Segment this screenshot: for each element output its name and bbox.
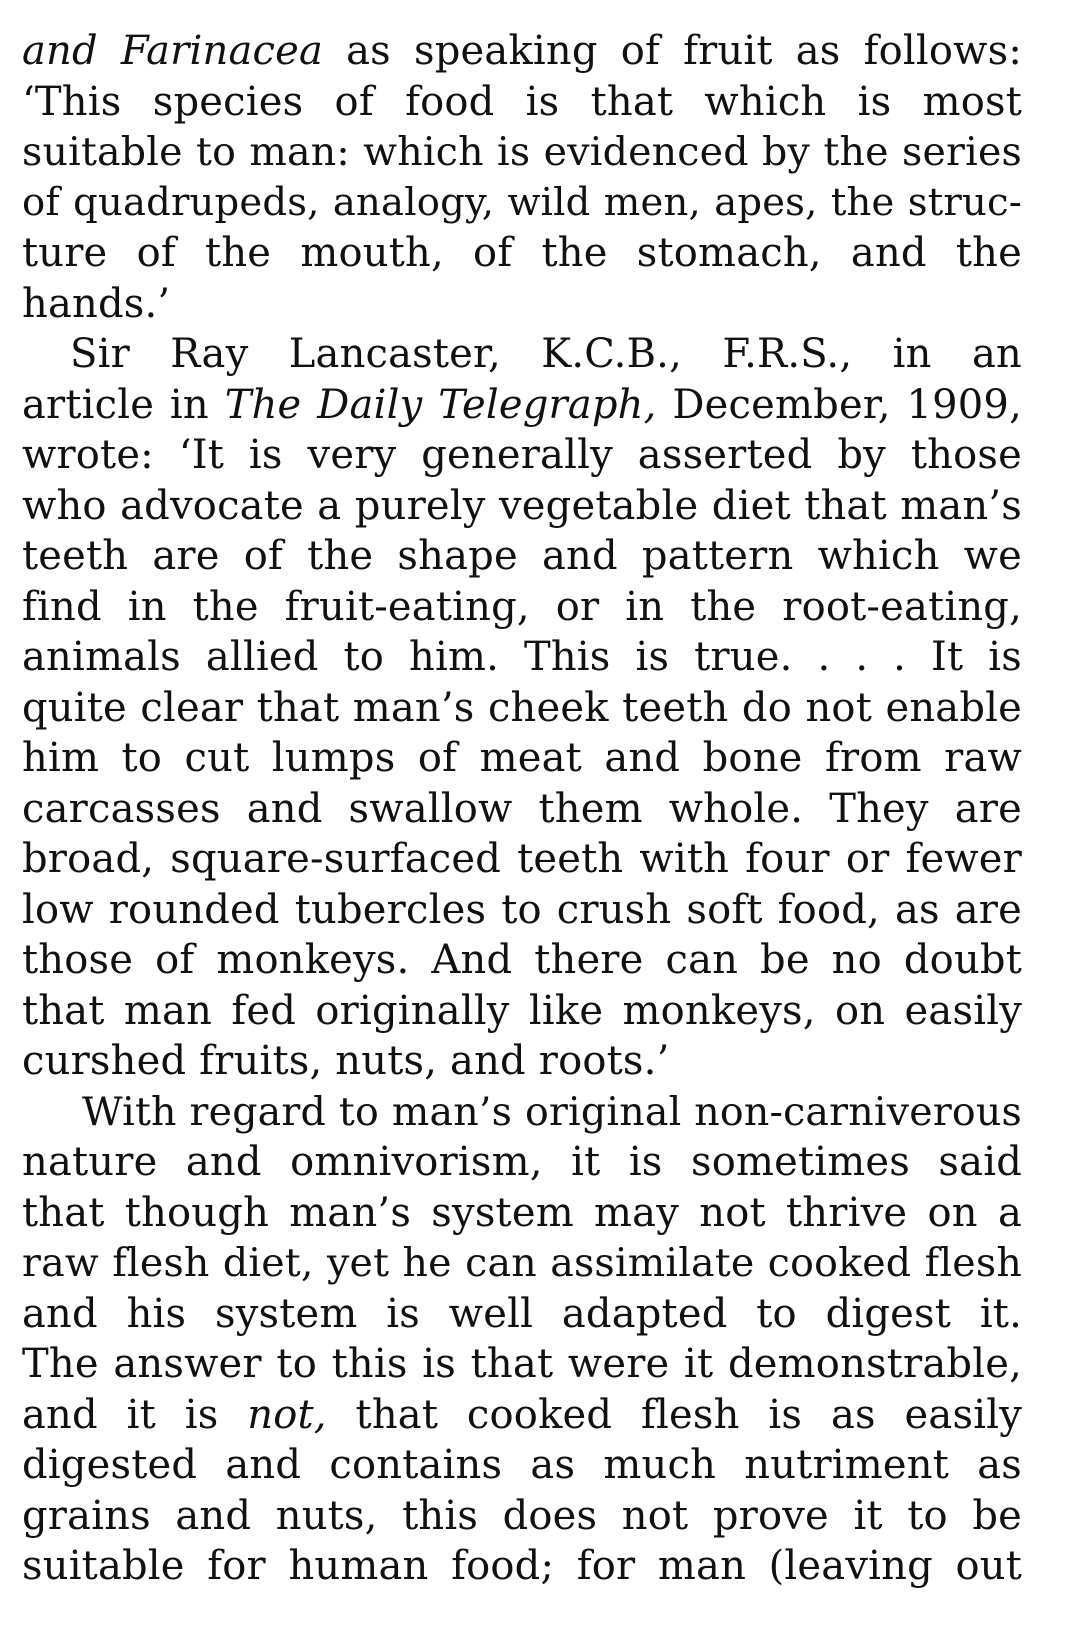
text-line — [22, 632, 1022, 683]
body-text: quite clear that man’s cheek teeth do not enable — [22, 684, 1022, 731]
text-line — [22, 1137, 1022, 1188]
body-text: The answer to this is that were it demonstrable, — [22, 1341, 1022, 1387]
body-text: With regard to man’s original non-carniverous — [82, 1088, 1022, 1135]
body-text: ‘This species of food is that which is most — [22, 78, 1022, 125]
text-line — [22, 178, 1022, 229]
text-line — [22, 380, 1022, 431]
text-line — [22, 1440, 1022, 1491]
body-text: him to cut lumps of meat and bone from raw — [22, 735, 1022, 781]
body-text: December, 1909, — [656, 381, 1022, 428]
body-text: that cooked flesh is as easily — [326, 1391, 1022, 1438]
body-text: raw flesh diet, yet he can assimilate cooked flesh — [22, 1240, 1022, 1286]
text-line — [22, 1238, 1022, 1289]
text-line — [22, 481, 1022, 532]
body-text: ture of the mouth, of the stomach, and the — [22, 230, 1022, 276]
body-text: curshed fruits, nuts, and roots.’ — [22, 1038, 670, 1084]
body-text: nature and omnivorism, it is sometimes said — [22, 1139, 1022, 1185]
text-line — [22, 935, 1022, 986]
italic-text: not, — [247, 1391, 327, 1438]
text-line — [22, 329, 1022, 380]
body-text: grains and nuts, this does not prove it to be — [22, 1492, 1022, 1539]
text-line — [22, 834, 1022, 885]
body-text: suitable for human food; for man (leaving out — [22, 1543, 1022, 1589]
body-text: broad, square-surfaced teeth with four or fewer — [22, 836, 1022, 882]
italic-text: The Daily Telegraph, — [224, 381, 657, 428]
text-line — [22, 1390, 1022, 1441]
book-page — [22, 26, 1022, 1592]
text-line — [22, 430, 1022, 481]
text-line — [22, 1289, 1022, 1340]
text-line — [22, 885, 1022, 936]
text-line — [22, 228, 1022, 279]
text-line — [22, 531, 1022, 582]
body-text: find in the fruit-eating, or in the root-eating, — [22, 583, 1022, 630]
text-line — [22, 1036, 1022, 1087]
body-text: suitable to man: which is evidenced by the series — [22, 129, 1022, 175]
italic-text: and Farinacea — [22, 28, 324, 74]
body-text: carcasses and swallow them whole. They are — [22, 785, 1022, 832]
body-text: that man fed originally like monkeys, on easily — [22, 987, 1022, 1034]
text-line — [22, 683, 1022, 734]
text-line — [22, 733, 1022, 784]
body-text: that though man’s system may not thrive on a — [22, 1189, 1022, 1236]
body-text: hands.’ — [22, 280, 171, 327]
text-line — [22, 1491, 1022, 1542]
body-text: wrote: ‘It is very generally asserted by those — [22, 432, 1022, 478]
text-line — [22, 77, 1022, 128]
text-line — [22, 986, 1022, 1037]
text-line — [22, 1188, 1022, 1239]
text-line — [22, 1541, 1022, 1592]
body-text: as speaking of fruit as follows: — [323, 28, 1022, 74]
body-text: those of monkeys. And there can be no doubt — [22, 937, 1022, 983]
body-text: and it is — [22, 1391, 248, 1438]
body-text: of quadrupeds, analogy, wild men, apes, the struc- — [22, 179, 1022, 225]
text-line — [22, 582, 1022, 633]
text-line — [22, 784, 1022, 835]
body-text: who advocate a purely vegetable diet that man’s — [22, 482, 1022, 529]
body-text: article in — [22, 381, 225, 428]
body-text: low rounded tubercles to crush soft food, as are — [22, 886, 1022, 933]
text-line — [22, 1339, 1022, 1390]
text-line — [22, 127, 1022, 178]
text-line — [22, 1087, 1022, 1138]
body-text: digested and contains as much nutriment as — [22, 1442, 1022, 1488]
text-line — [22, 279, 1022, 330]
body-text: Sir Ray Lancaster, K.C.B., F.R.S., in an — [70, 331, 1022, 377]
body-text: and his system is well adapted to digest it. — [22, 1290, 1022, 1337]
body-text: animals allied to him. This is true. . . . It is — [22, 634, 1022, 680]
body-text: teeth are of the shape and pattern which we — [22, 533, 1022, 579]
text-line — [22, 26, 1022, 77]
